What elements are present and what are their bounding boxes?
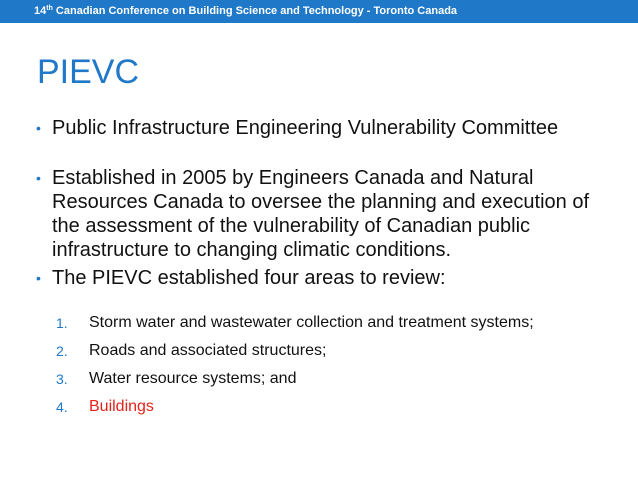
list-item-text-highlighted: Buildings [89, 398, 154, 415]
slide-title: PIEVC [37, 53, 140, 91]
list-number: 4. [56, 399, 68, 415]
conference-header-bar [0, 0, 638, 23]
bullet-item: • Public Infrastructure Engineering Vulnerability Committee [36, 116, 616, 140]
numbered-list-item [56, 313, 626, 341]
numbered-list-item [56, 369, 626, 397]
numbered-list-item [56, 397, 626, 425]
numbered-list-item [56, 341, 626, 369]
header-conference-name: Canadian Conference on Building Science and Technology - Toronto Canada [52, 5, 458, 17]
list-number: 2. [56, 343, 68, 359]
bullet-item: • The PIEVC established four areas to review: [36, 266, 616, 290]
list-item-text: Water resource systems; and [89, 370, 297, 387]
header-number: 14 [34, 5, 47, 17]
list-item-text: Storm water and wastewater collection and treatment systems; [89, 314, 534, 331]
list-item-text: Roads and associated structures; [89, 342, 327, 359]
bullet-item: • Established in 2005 by Engineers Canada and Natural Resources Canada to oversee the planning and execution of the assessment of the vulnerability of Canadian public infrastructure to changing climatic conditions. [36, 166, 616, 262]
bullet-list [36, 116, 616, 290]
list-number: 3. [56, 371, 68, 387]
list-number: 1. [56, 315, 68, 331]
numbered-list [56, 313, 626, 425]
header-ordinal-suffix: th [46, 5, 53, 12]
